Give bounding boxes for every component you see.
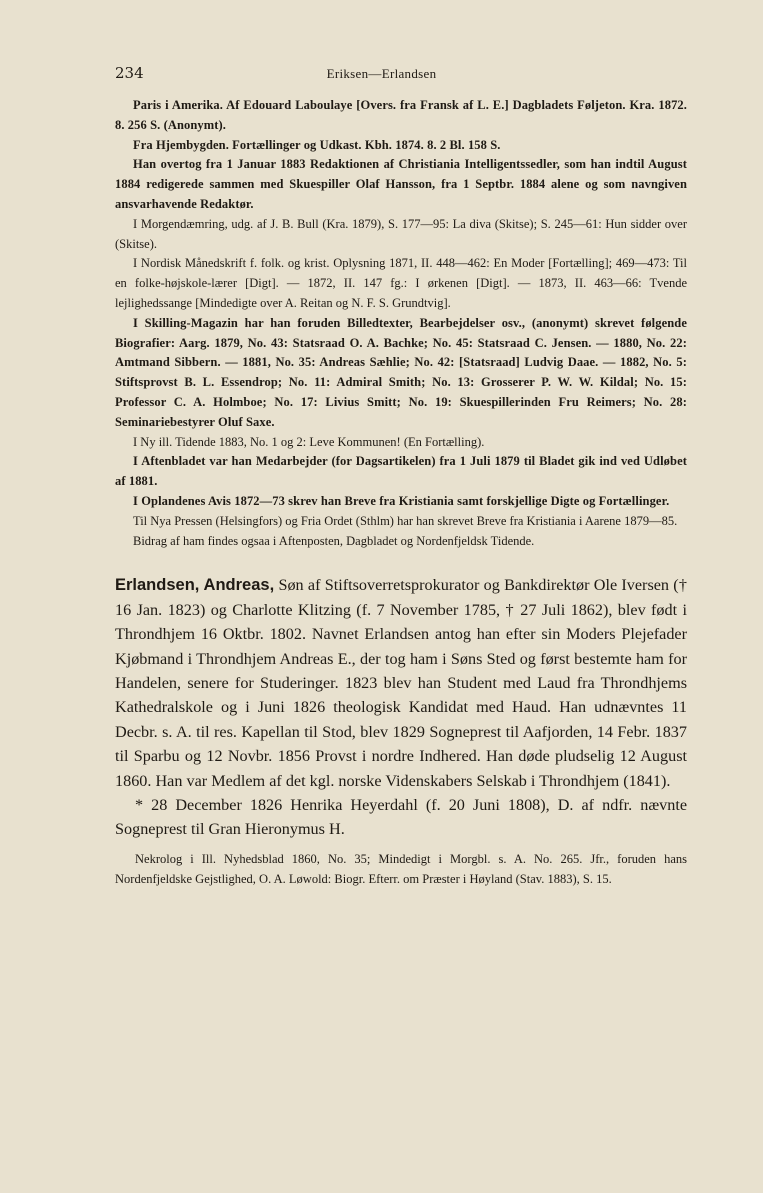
bib-paragraph: Fra Hjembygden. Fortællinger og Udkast. Kbh. 1874. 8. 2 Bl. 158 S. — [133, 137, 501, 152]
bib-paragraph: I Skilling-Magazin har han foruden Billedtexter, Bearbejdelser osv., (anonymt) skrevet følgende Biografier: Aarg. 1879, No. 43: Statsraad O. A. Bachke; No. 45: Statsraad C. Jensen. — 1880, No. 22: Amtmand Sibbern. — 1881, No. 35: Andreas Sæhlie; No. 42: [Statsraad] Ludvig Daae. — 1882, No. 5: Stiftsprovst B. L. Essendrop; No. 11: Admiral Smith; No. 13: Grosserer P. W. W. Kildal; No. 15: Professor C. A. Holmboe; No. 17: Livius Smitt; No. 19: Skuespillerinden Fru Reimers; No. 28: Seminariebestyrer Oluf Saxe. — [115, 315, 687, 429]
bib-paragraph: I Aftenbladet var han Medarbejder (for Dagsartikelen) fra 1 Juli 1879 til Bladet gik ind ved Udløbet af 1881. — [115, 454, 687, 489]
entry-paragraph — [115, 573, 687, 793]
page-body — [115, 96, 687, 889]
entry-name: Erlandsen, Andreas, — [115, 576, 275, 595]
running-head: Eriksen—Erlandsen — [326, 66, 437, 81]
bib-paragraph: I Ny ill. Tidende 1883, No. 1 og 2: Leve Kommunen! (En Fortælling). — [133, 434, 485, 449]
bib-paragraph: Bidrag af ham findes ogsaa i Aftenposten, Dagbladet og Nordenfjeldsk Tidende. — [133, 533, 535, 548]
bib-paragraph: Paris i Amerika. Af Edouard Laboulaye [Overs. fra Fransk af L. E.] Dagbladets Føljeton. Kra. 1872. 8. 256 S. (Anonymt). — [115, 98, 687, 132]
page-header — [0, 62, 763, 86]
biography-entry — [115, 573, 687, 841]
bib-paragraph: Han overtog fra 1 Januar 1883 Redaktionen af Christiania Intelligentssedler, som han indtil August 1884 redigerede sammen med Skuespiller Olaf Hansson, fra 1 Septbr. 1884 alene og som navngiven ansvarhavende Redaktør. — [115, 157, 687, 211]
bib-paragraph: I Morgendæmring, udg. af J. B. Bull (Kra. 1879), S. 177—95: La diva (Skitse); S. 245—61: Hun sidder over (Skitse). — [115, 216, 687, 251]
bib-paragraph: Til Nya Pressen (Helsingfors) og Fria Ordet (Sthlm) har han skrevet Breve fra Kristiania i Aarene 1879—85. — [133, 513, 678, 528]
page-number: 234 — [115, 64, 144, 82]
bibliography-block — [115, 96, 687, 551]
bib-paragraph: I Oplandenes Avis 1872—73 skrev han Breve fra Kristiania samt forskjellige Digte og Fortællinger. — [133, 493, 670, 508]
references-paragraph: Nekrolog i Ill. Nyhedsblad 1860, No. 35; Mindedigt i Morgbl. s. A. No. 265. Jfr., foruden hans Nordenfjeldske Gejstlighed, O. A. Løwold: Biogr. Efterr. om Præster i Høyland (Stav. 1883), S. 15. — [115, 851, 687, 886]
entry-text: Søn af Stiftsoverretsprokurator og Bankdirektør Ole Iversen († 16 Jan. 1823) og Charlotte Klitzing (f. 7 November 1785, † 27 Juli 1862), blev født i Throndhjem 16 Oktbr. 1802. Navnet Erlandsen antog han efter sin Moders Plejefader Kjøbmand i Throndhjem Andreas E., der tog ham i Søns Sted og først bestemte ham for Handelen, senere for Studeringer. 1823 blev han Student med Laud fra Throndhjems Kathedralskole og i Juni 1826 theologisk Kandidat med Haud. Han udnævntes 11 Decbr. s. A. til res. Kapellan til Stod, blev 1829 Sogneprest til Aafjorden, 14 Febr. 1837 til Sparbu og 12 Novbr. 1856 Provst i nordre Indhered. Han døde pludselig 12 August 1860. Han var Medlem af det kgl. norske Videnskabers Selskab i Throndhjem (1841). — [115, 576, 687, 790]
marriage-paragraph: * 28 December 1826 Henrika Heyerdahl (f. 20 Juni 1808), D. af ndfr. nævnte Sogneprest til Gran Hieronymus H. — [115, 795, 687, 839]
references-block — [115, 850, 687, 890]
bib-paragraph: I Nordisk Månedskrift f. folk. og krist. Oplysning 1871, II. 448—462: En Moder [Fortælling]; 469—473: Til en folke-højskole-lærer [Digt]. — 1872, II. 147 fg.: I ørkenen [Digt]. — 1873, II. 463—66: Tvende lejlighedssange [Mindedigte over A. Reitan og N. F. S. Grundtvig]. — [115, 256, 687, 310]
